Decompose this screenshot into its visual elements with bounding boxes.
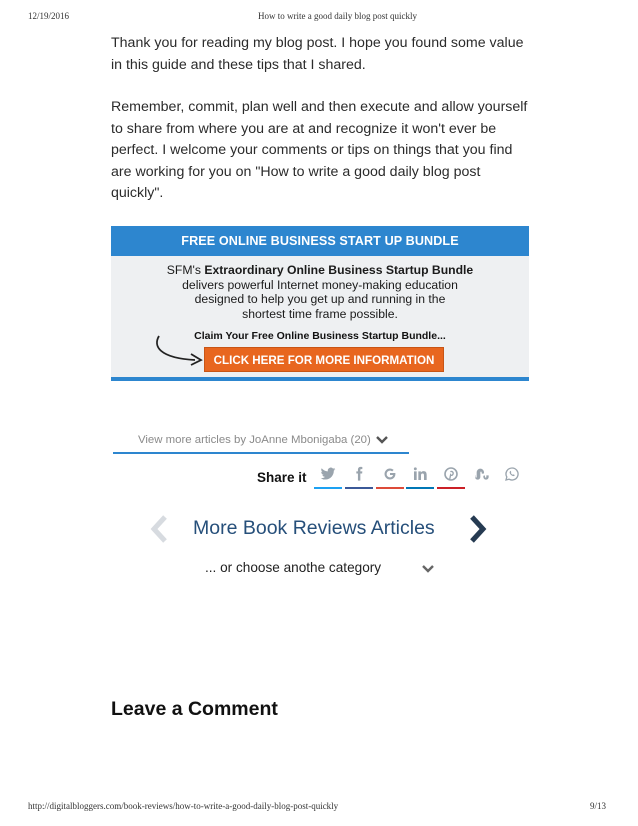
share-google-button[interactable] (376, 463, 404, 489)
choose-category-dropdown[interactable]: ... or choose anothe category (205, 560, 382, 575)
share-whatsapp-button[interactable] (498, 463, 526, 489)
print-url: http://digitalbloggers.com/book-reviews/how-to-write-a-good-daily-blog-post-quickly (28, 801, 339, 811)
facebook-icon (350, 466, 368, 482)
print-date: 12/19/2016 (28, 11, 70, 21)
share-label: Share it (257, 470, 307, 485)
share-linkedin-button[interactable] (406, 463, 434, 489)
banner-cta-button[interactable]: CLICK HERE FOR MORE INFORMATION (204, 347, 444, 372)
pinterest-icon (442, 466, 460, 482)
banner-body-rest: delivers powerful Internet money-making education designed to help you get up and running in the shortest time frame possible. (182, 277, 458, 321)
article-paragraph-2: Remember, commit, plan well and then execute and allow yourself to share from where you are at and recognize it won't ever be perfect. I welcome your comments or tips on things that you find are working for you on "How to write a good daily blog post quickly". (111, 99, 528, 201)
banner-bottom-bar (111, 377, 529, 381)
share-stumbleupon-button[interactable] (467, 463, 495, 489)
chevron-down-icon (375, 434, 389, 446)
share-pinterest-button[interactable] (437, 463, 465, 489)
curved-arrow-icon (151, 332, 211, 368)
print-page-number: 9/13 (590, 801, 607, 811)
linkedin-icon (411, 466, 429, 482)
linkedin-underline (406, 487, 434, 489)
startup-bundle-banner[interactable] (111, 226, 529, 381)
stumbleupon-icon (472, 466, 490, 482)
banner-description (111, 256, 529, 321)
share-twitter-button[interactable] (314, 463, 342, 489)
article-paragraph-1: Thank you for reading my blog post. I hope you found some value in this guide and these tips that I shared. (111, 35, 524, 73)
pinterest-underline (437, 487, 465, 489)
leave-comment-heading: Leave a Comment (111, 698, 278, 720)
chevron-down-icon[interactable] (421, 563, 435, 575)
banner-heading: FREE ONLINE BUSINESS START UP BUNDLE (111, 226, 529, 256)
google-underline (376, 487, 404, 489)
chevron-left-icon[interactable] (149, 514, 169, 544)
banner-body-prefix: SFM's (166, 263, 205, 277)
view-more-articles-label: View more articles by JoAnne Mbonigaba (20) (138, 434, 371, 446)
twitter-icon (319, 466, 337, 482)
view-more-articles-dropdown[interactable] (113, 430, 409, 454)
google-icon (381, 466, 399, 482)
banner-claim-text: Claim Your Free Online Business Startup Bundle... (194, 330, 446, 342)
share-facebook-button[interactable] (345, 463, 373, 489)
chevron-right-icon[interactable] (468, 514, 488, 544)
whatsapp-icon (503, 466, 521, 482)
category-nav-title[interactable]: More Book Reviews Articles (193, 517, 435, 539)
print-title: How to write a good daily blog post quickly (258, 11, 417, 21)
twitter-underline (314, 487, 342, 489)
facebook-underline (345, 487, 373, 489)
banner-body-bold: Extraordinary Online Business Startup Bundle (204, 263, 474, 277)
